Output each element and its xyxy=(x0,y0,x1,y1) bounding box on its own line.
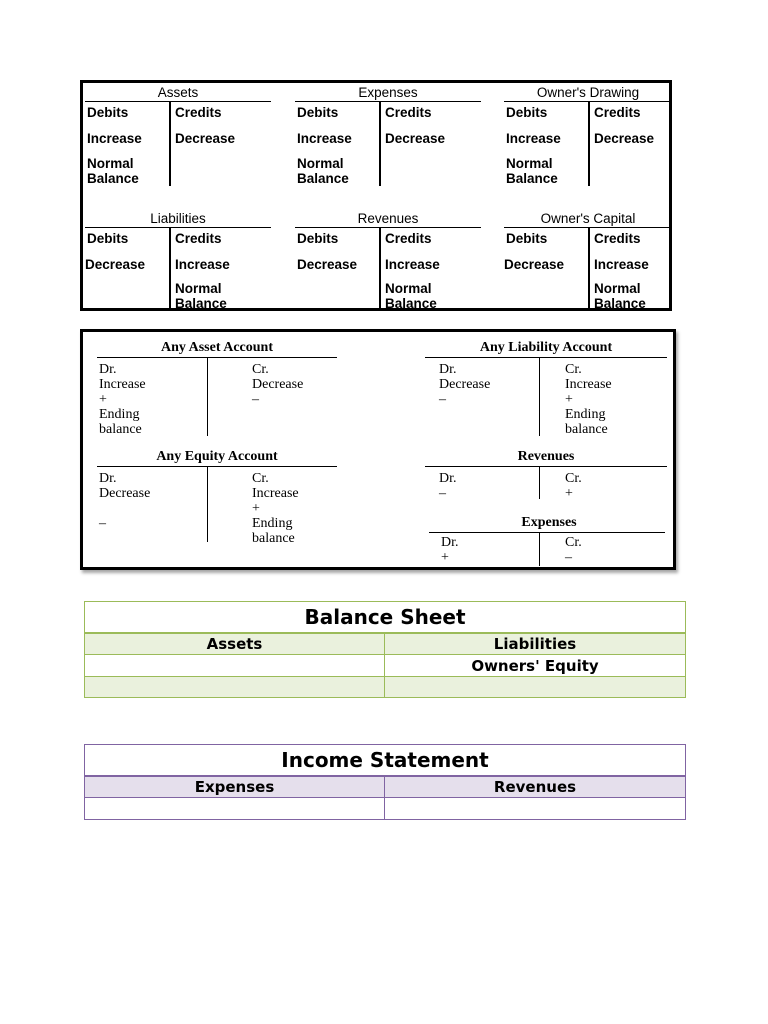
t-account-divider xyxy=(379,228,381,310)
left-label: Increase xyxy=(87,131,142,146)
right-label: Credits xyxy=(385,231,432,246)
asset-account-hline xyxy=(97,357,337,358)
t-account-divider xyxy=(588,102,590,186)
t-account-title: Owner's Capital xyxy=(504,211,672,228)
right-label: Increase xyxy=(175,257,230,272)
left-label: Decrease xyxy=(504,257,565,272)
expenses-account-vline xyxy=(539,532,540,566)
t-account-title: Assets xyxy=(85,85,271,102)
equity-account-credit: Cr. Increase + Ending balance xyxy=(252,471,299,546)
expenses-header: Expenses xyxy=(85,776,385,798)
left-label: Normal Balance xyxy=(87,156,139,186)
expenses-cell[interactable] xyxy=(85,798,385,820)
t-account-title: Owner's Drawing xyxy=(504,85,672,102)
revenues-account-hline xyxy=(425,466,667,467)
t-account-owners-drawing xyxy=(504,85,672,195)
expenses-account-debit: Dr. + xyxy=(441,535,459,565)
right-label: Normal Balance xyxy=(594,281,646,311)
left-label: Debits xyxy=(297,231,339,246)
right-label: Decrease xyxy=(175,131,236,146)
liability-account-hline xyxy=(425,357,667,358)
t-account-divider xyxy=(588,228,590,310)
revenues-account-debit: Dr. – xyxy=(439,471,457,501)
left-label: Normal Balance xyxy=(297,156,349,186)
t-account-owners-capital xyxy=(504,211,672,321)
liability-account-vline xyxy=(539,357,540,436)
t-account-expenses xyxy=(295,85,481,195)
left-label: Debits xyxy=(87,105,129,120)
t-account-title: Expenses xyxy=(295,85,481,102)
liability-account-credit: Cr. Increase + Ending balance xyxy=(565,362,612,437)
equity-cell[interactable] xyxy=(385,677,686,698)
left-label: Debits xyxy=(297,105,339,120)
right-label: Credits xyxy=(594,105,641,120)
assets-cell[interactable] xyxy=(85,677,385,698)
owners-equity-header: Owners' Equity xyxy=(385,655,686,677)
left-label: Increase xyxy=(506,131,561,146)
t-account-divider xyxy=(169,228,171,310)
t-account-assets xyxy=(85,85,271,195)
equity-account-debit: Dr. Decrease – xyxy=(99,471,151,531)
right-label: Credits xyxy=(175,231,222,246)
left-label: Increase xyxy=(297,131,352,146)
right-label: Normal Balance xyxy=(175,281,227,311)
equity-account-title: Any Equity Account xyxy=(156,449,278,464)
revenues-account-vline xyxy=(539,466,540,499)
assets-cell[interactable] xyxy=(85,655,385,677)
right-label: Decrease xyxy=(594,131,655,146)
t-account-divider xyxy=(169,102,171,186)
right-label: Increase xyxy=(385,257,440,272)
assets-header: Assets xyxy=(85,633,385,655)
left-label: Decrease xyxy=(297,257,358,272)
balance-sheet-table xyxy=(84,601,686,698)
t-account-liabilities xyxy=(85,211,271,321)
right-label: Decrease xyxy=(385,131,446,146)
liability-account-debit: Dr. Decrease – xyxy=(439,362,491,407)
revenues-cell[interactable] xyxy=(385,798,686,820)
equity-account-hline xyxy=(97,466,337,467)
t-account-divider xyxy=(379,102,381,186)
revenues-header: Revenues xyxy=(385,776,686,798)
revenues-account-title: Revenues xyxy=(517,449,575,464)
left-label: Debits xyxy=(506,231,548,246)
asset-account-credit: Cr. Decrease – xyxy=(252,362,304,407)
revenues-account-credit: Cr. + xyxy=(565,471,582,501)
t-account-title: Revenues xyxy=(295,211,481,228)
equity-account-vline xyxy=(207,466,208,542)
right-label: Credits xyxy=(594,231,641,246)
account-rules-panel xyxy=(80,80,672,311)
right-label: Normal Balance xyxy=(385,281,437,311)
t-account-revenues xyxy=(295,211,481,321)
balance-sheet-title: Balance Sheet xyxy=(85,602,686,634)
right-label: Credits xyxy=(385,105,432,120)
income-statement-title: Income Statement xyxy=(85,745,686,777)
left-label: Decrease xyxy=(85,257,146,272)
left-label: Debits xyxy=(506,105,548,120)
expenses-account-title: Expenses xyxy=(521,515,577,530)
liability-account-title: Any Liability Account xyxy=(479,340,613,355)
t-accounts-panel xyxy=(80,329,676,570)
left-label: Debits xyxy=(87,231,129,246)
asset-account-debit: Dr. Increase + Ending balance xyxy=(99,362,146,437)
left-label: Normal Balance xyxy=(506,156,558,186)
liabilities-header: Liabilities xyxy=(385,633,686,655)
right-label: Increase xyxy=(594,257,649,272)
t-account-title: Liabilities xyxy=(85,211,271,228)
right-label: Credits xyxy=(175,105,222,120)
income-statement-table xyxy=(84,744,686,820)
asset-account-title: Any Asset Account xyxy=(160,340,273,355)
asset-account-vline xyxy=(207,357,208,436)
expenses-account-credit: Cr. – xyxy=(565,535,582,565)
expenses-account-hline xyxy=(429,532,665,533)
